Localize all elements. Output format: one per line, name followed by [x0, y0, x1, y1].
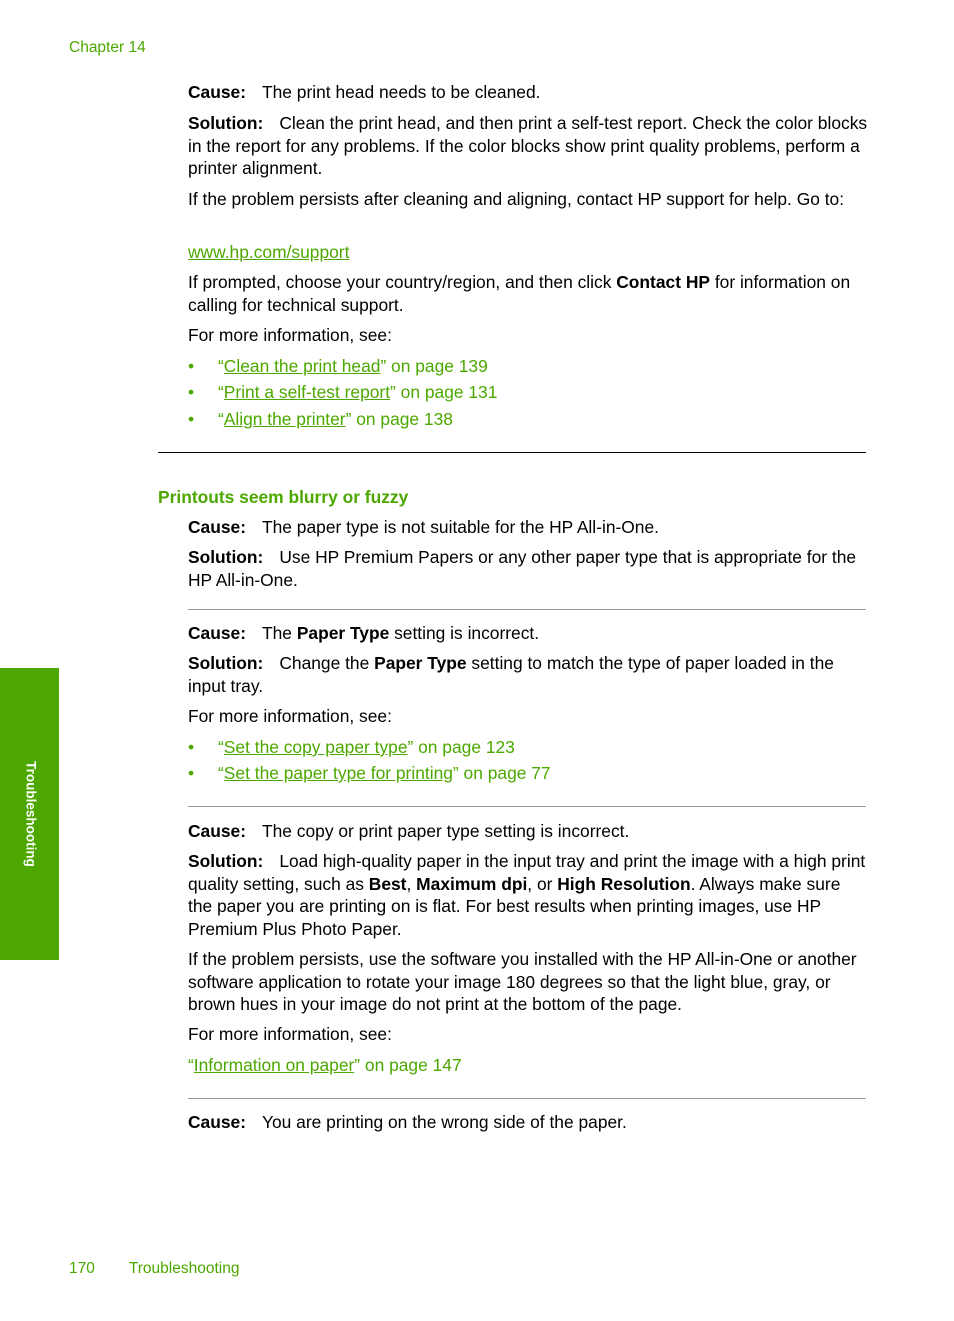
solution-paper-type-setting: [188, 652, 868, 697]
persist-paragraph-2: If the problem persists, use the software you installed with the HP All-in-One or another software application to rotate your image 180 degrees so that the light blue, gray, or brown hues in your image do not print at the bottom of the page.: [188, 949, 857, 1014]
solution-text-sep: , or: [527, 873, 558, 894]
info-paper-link-para: [188, 1054, 868, 1077]
chapter-header: Chapter 14: [69, 39, 146, 56]
divider: [188, 609, 866, 610]
page-number: 170: [69, 1260, 95, 1277]
list-item: [188, 408, 453, 431]
cause-label: Cause:: [188, 821, 246, 841]
footer-section: Troubleshooting: [128, 1260, 240, 1277]
paper-type-bold: Paper Type: [296, 623, 390, 643]
quote-open: “: [218, 382, 224, 402]
cause-paper-type: [188, 516, 868, 539]
section-divider: [158, 452, 866, 453]
contact-hp-bold: Contact HP: [616, 272, 710, 292]
cause-label: Cause:: [188, 517, 246, 537]
more-info-3: For more information, see:: [188, 1024, 392, 1044]
page-ref: ” on page 147: [354, 1055, 462, 1075]
quote-open: “: [188, 1055, 194, 1075]
solution-text: Clean the print head, and then print a self-test report. Check the color blocks in the report for any problems. If the color blocks show print quality problems, perform a printer alignment.: [188, 113, 868, 178]
maximum-dpi-bold: Maximum dpi: [416, 873, 528, 894]
cause-wrong-side: [188, 1111, 868, 1134]
solution-text-tail: setting to match the type of paper loaded in the input tray.: [188, 653, 834, 696]
quote-open: “: [218, 737, 224, 757]
bullet-icon: •: [188, 382, 195, 402]
solution-copy-print-setting: [188, 850, 868, 940]
more-info-1: For more information, see:: [188, 325, 392, 345]
prompt-paragraph: [188, 271, 868, 316]
cause-text: The copy or print paper type setting is incorrect.: [262, 821, 630, 841]
more-info-2: For more information, see:: [188, 706, 392, 726]
page-ref: ” on page 139: [380, 356, 488, 376]
cause-label: Cause:: [188, 623, 246, 643]
link-clean-print-head[interactable]: Clean the print head: [223, 356, 381, 376]
section-heading: Printouts seem blurry or fuzzy: [158, 487, 409, 507]
solution-label: Solution:: [188, 653, 264, 673]
page-ref: ” on page 131: [390, 382, 498, 402]
bullet-icon: •: [188, 737, 195, 757]
link-set-copy-paper-type[interactable]: Set the copy paper type: [223, 737, 408, 757]
bullet-icon: •: [188, 763, 195, 783]
page-ref: ” on page 138: [345, 409, 453, 429]
bullet-icon: •: [188, 356, 195, 376]
prompt-text: If prompted, choose your country/region, and then click: [188, 272, 617, 292]
solution-paper-type: [188, 546, 868, 591]
solution-print-head: [188, 112, 868, 180]
cause-text: The paper type is not suitable for the HP All-in-One.: [262, 517, 659, 537]
bullet-icon: •: [188, 409, 195, 429]
list-item: [188, 355, 488, 378]
cause-label: Cause:: [188, 82, 246, 102]
best-bold: Best: [368, 873, 407, 894]
solution-text: Load high-quality paper in the input tray and print the image with a high print quality setting, such as: [188, 851, 866, 894]
divider: [188, 806, 866, 807]
high-resolution-bold: High Resolution: [557, 873, 691, 894]
solution-label: Solution:: [188, 113, 264, 133]
persist-paragraph: If the problem persists after cleaning and aligning, contact HP support for help. Go to:: [188, 189, 845, 209]
cause-print-head: [188, 81, 868, 104]
side-tab: [0, 668, 59, 960]
page-ref: ” on page 77: [452, 763, 551, 783]
solution-text: Change the: [279, 653, 375, 673]
cause-text: You are printing on the wrong side of the paper.: [262, 1112, 627, 1132]
prompt-text-tail: for information on calling for technical support.: [188, 272, 851, 315]
link-print-self-test[interactable]: Print a self-test report: [223, 382, 391, 402]
cause-copy-print-setting: [188, 820, 868, 843]
cause-label: Cause:: [188, 1112, 246, 1132]
link-align-printer[interactable]: Align the printer: [223, 409, 346, 429]
cause-text: The print head needs to be cleaned.: [262, 82, 541, 102]
page-ref: ” on page 123: [407, 737, 515, 757]
cause-text: The: [262, 623, 297, 643]
support-url-para: [188, 241, 868, 264]
solution-label: Solution:: [188, 547, 264, 567]
quote-open: “: [218, 409, 224, 429]
paper-type-bold: Paper Type: [374, 653, 467, 673]
page-footer: [69, 1258, 239, 1281]
solution-text-tail: . Always make sure the paper you are printing on is flat. For best results when printing images, use HP Premium Plus Photo Paper.: [188, 873, 841, 939]
divider: [188, 1098, 866, 1099]
solution-text: Use HP Premium Papers or any other paper type that is appropriate for the HP All-in-One.: [188, 547, 857, 590]
cause-paper-type-setting: [188, 622, 868, 645]
quote-open: “: [218, 356, 224, 376]
link-information-on-paper[interactable]: Information on paper: [193, 1055, 355, 1075]
link-set-paper-type-printing[interactable]: Set the paper type for printing: [223, 763, 453, 783]
solution-label: Solution:: [188, 851, 264, 871]
support-url-link[interactable]: www.hp.com/support: [188, 242, 350, 262]
list-item: [188, 762, 551, 785]
quote-open: “: [218, 763, 224, 783]
cause-text-tail: setting is incorrect.: [389, 623, 540, 643]
list-item: [188, 736, 515, 759]
solution-text-sep: ,: [406, 873, 417, 894]
list-item: [188, 381, 497, 404]
side-tab-label: Troubleshooting: [22, 761, 38, 867]
